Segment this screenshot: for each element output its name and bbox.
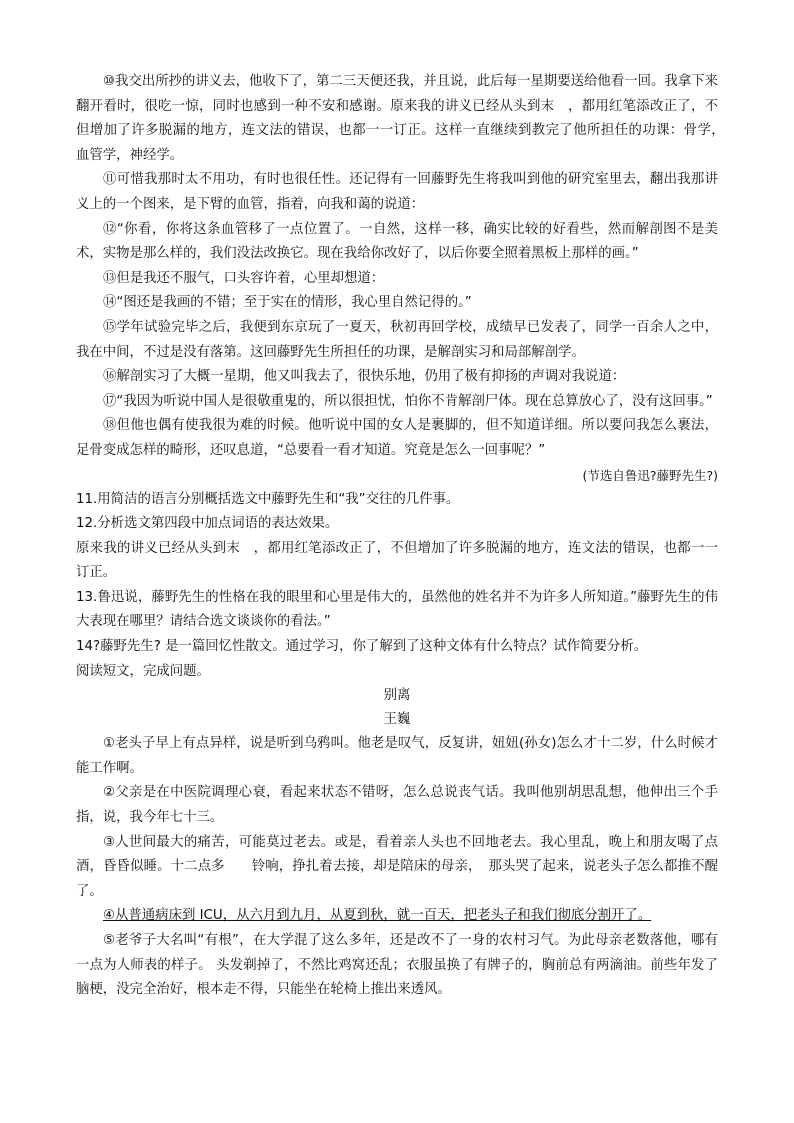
passage2-paragraph-5: ⑤老爷子大名叫“有根”，在大学混了这么多年，还是改不了一身的农村习气。为此母亲老数落他，哪有一点为人师表的样子。 头发剃掉了，不然比鸡窝还乱；衣服虽换了有牌子的，胸前总有两滴油。前些年发了脑梗，没完全治好，根本走不得，只能坐在轮椅上推出来透风。 bbox=[76, 933, 718, 998]
passage2-paragraph-4 bbox=[76, 904, 718, 929]
question-12-quote: 原来我的讲义已经从头到末 ，都用红笔添改正了，不但增加了许多脱漏的地方，连文法的错误，也都一一订正。 bbox=[76, 540, 718, 581]
passage1-paragraph-11: ⑪可惜我那时太不用功，有时也很任性。还记得有一回藤野先生将我叫到他的研究室里去，翻出我那讲义上的一个图来，是下臂的血管，指着，向我和蔼的说道： bbox=[76, 172, 718, 212]
passage1-paragraph-17: ⑰“我因为听说中国人是很敬重鬼的，所以很担忧，怕你不肯解剖尸体。现在总算放心了，没有这回事。” bbox=[103, 393, 713, 409]
question-11: 11.用简洁的语言分别概括选文中藤野先生和“我”交往的几件事。 bbox=[76, 491, 460, 507]
reading-instruction: 阅读短文，完成问题。 bbox=[76, 663, 210, 679]
underlined-sentence: ④从普通病床到 ICU，从六月到九月，从夏到秋，就一百天，把老头子和我们彻底分割开了。 bbox=[103, 908, 652, 924]
passage1-paragraph-14: ⑭“图还是我画的不错；至于实在的情形，我心里自然记得的。” bbox=[103, 295, 472, 311]
question-14: 14?藤野先生? 是一篇回忆性散文。通过学习，你了解到了这种文体有什么特点？试作简要分析。 bbox=[76, 639, 648, 655]
document-page bbox=[76, 70, 732, 1003]
passage2-paragraph-2: ②父亲是在中医院调理心衰，看起来状态不错呀，怎么总说丧气话。我叫他别胡思乱想，他伸出三个手指，说，我今年七十三。 bbox=[76, 785, 718, 826]
passage2-paragraph-3: ③人世间最大的痛苦，可能莫过老去。或是，看着亲人头也不回地老去。我心里乱，晚上和朋友喝了点酒，昏昏似睡。十二点多 铃响，挣扎着去接，却是陪床的母亲， 那头哭了起来，说老头子怎么都推不醒了。 bbox=[76, 834, 718, 899]
passage1-paragraph-18: ⑱但他也偶有使我很为难的时候。他听说中国的女人是裹脚的，但不知道详细。所以要问我怎么裹法，足骨变成怎样的畸形，还叹息道，“总要看一看才知道。究竟是怎么一回事呢？” bbox=[76, 418, 718, 458]
passage1-paragraph-13: ⑬但是我还不服气，口头容许着，心里却想道： bbox=[103, 270, 385, 286]
passage2-paragraph-1: ①老头子早上有点异样，说是听到乌鸦叫。他老是叹气，反复讲，妞妞(孙女)怎么才十二岁，什么时候才能工作啊。 bbox=[76, 736, 718, 776]
passage1-paragraph-16: ⑯解剖实习了大概一星期，他又叫我去了，很快乐地，仍用了极有抑扬的声调对我说道： bbox=[103, 369, 626, 385]
question-12: 12.分析选文第四段中加点词语的表达效果。 bbox=[76, 516, 339, 532]
passage1-paragraph-12: ⑫“你看，你将这条血管移了一点位置了。一自然，这样一移，确实比较的好看些，然而解剖图不是美术，实物是那么样的，我们没法改换它。现在我给你改好了，以后你要全照着黑板上那样的画。” bbox=[76, 221, 718, 262]
passage1-source: (节选自鲁迅?藤野先生?) bbox=[582, 467, 718, 483]
passage1-paragraph-10: ⑩我交出所抄的讲义去，他收下了，第二三天便还我，并且说，此后每一星期要送给他看一回。我拿下来翻开看时，很吃一惊，同时也感到一种不安和感谢。原来我的讲义已经从头到末 ，都用红笔添改正了，不但增加了许多脱漏的地方，连文法的错误，也都一一订正。这样一直继续到教完了他所担任的功课：骨学， 血管学，神经学。 bbox=[76, 74, 732, 163]
article-author: 王巍 bbox=[383, 712, 411, 728]
article-title: 别离 bbox=[383, 688, 411, 704]
question-13: 13.鲁迅说，藤野先生的性格在我的眼里和心里是伟大的，虽然他的姓名并不为许多人所知道。”藤野先生的伟大表现在哪里？请结合选文谈谈你的看法。” bbox=[76, 589, 718, 630]
passage1-paragraph-15: ⑮学年试验完毕之后，我便到东京玩了一夏天，秋初再回学校，成绩早已发表了，同学一百余人之中，我在中间，不过是没有落第。这回藤野先生所担任的功课，是解剖实习和局部解剖学。 bbox=[76, 319, 718, 360]
